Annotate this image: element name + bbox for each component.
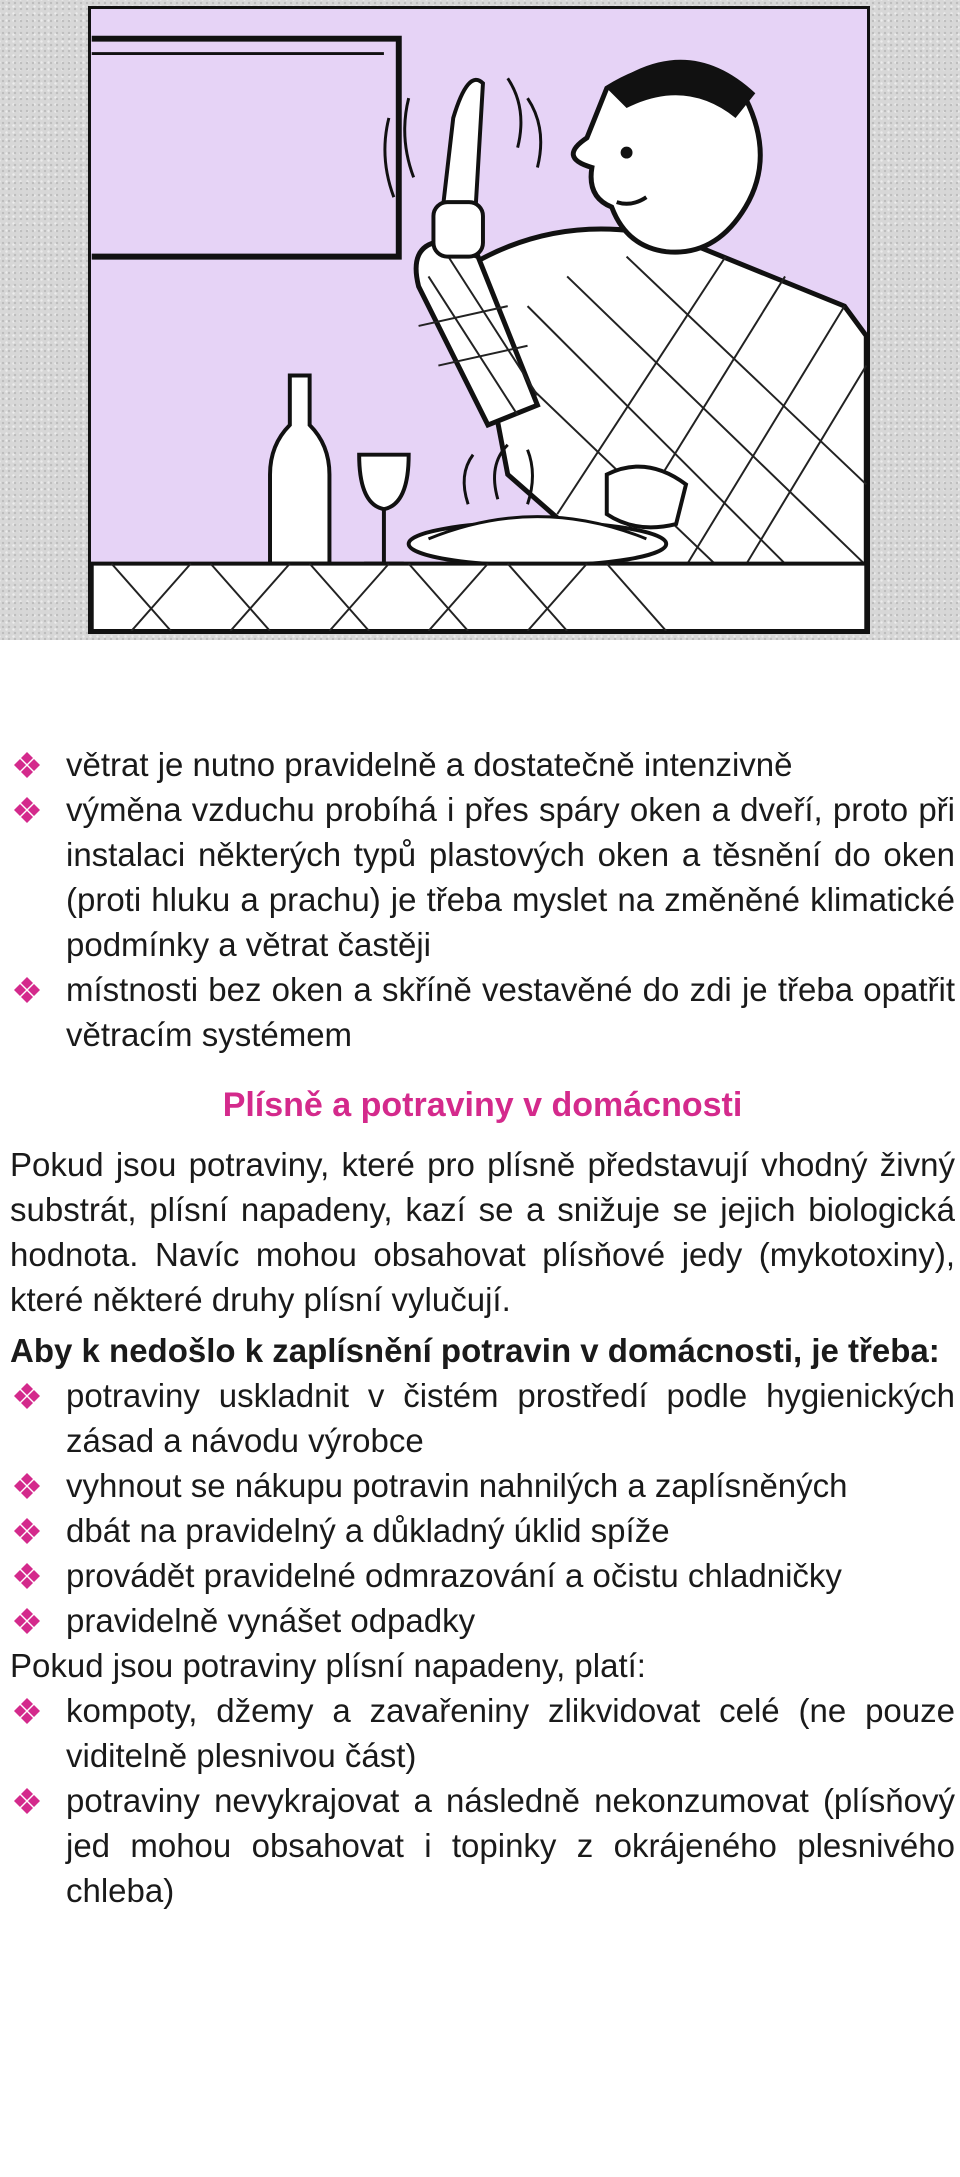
list-item: potraviny uskladnit v čistém prostředí podle hygienických zásad a návodu výrobce [10,1373,955,1463]
list-item: kompoty, džemy a zavařeniny zlikvidovat celé (ne pouze viditelně plesnivou část) [10,1688,955,1778]
list-item: vyhnout se nákupu potravin nahnilých a zaplísněných [10,1463,955,1508]
diamond-four-dots-icon [12,1786,42,1816]
intro-paragraph: Pokud jsou potraviny, které pro plísně představují vhodný živný substrát, plísní napadeny, kazí se a snižuje se jejich biologická hodnota. Navíc mohou obsahovat plísňové jedy (mykotoxiny), které některé druhy plísní vylučují. [10,1146,955,1318]
diamond-four-dots-icon [12,795,42,825]
diamond-four-dots-icon [12,1561,42,1591]
prevention-list [10,1373,955,1643]
list-item: větrat je nutno pravidelně a dostatečně intenzivně [10,742,955,787]
infected-food-paragraph: Pokud jsou potraviny plísní napadeny, platí: [10,1647,646,1684]
diamond-four-dots-icon [12,1471,42,1501]
diamond-four-dots-icon [12,1696,42,1726]
diamond-four-dots-icon [12,975,42,1005]
diamond-four-dots-icon [12,1516,42,1546]
prevention-heading: Aby k nedošlo k zaplísnění potravin v domácnosti, je třeba: [10,1332,940,1369]
list-item: pravidelně vynášet odpadky [10,1598,955,1643]
diamond-four-dots-icon [12,1606,42,1636]
list-item: potraviny nevykrajovat a následně nekonzumovat (plísňový jed mohou obsahovat i topinky z okrájeného plesnivého chleba) [10,1778,955,1913]
illustration-frame [0,0,960,640]
diamond-four-dots-icon [12,1381,42,1411]
list-item: dbát na pravidelný a důkladný úklid spíže [10,1508,955,1553]
diamond-four-dots-icon [12,750,42,780]
list-item: provádět pravidelné odmrazování a očistu chladničky [10,1553,955,1598]
section-title: Plísně a potraviny v domácnosti [222,1086,743,1124]
list-item: výměna vzduchu probíhá i přes spáry oken a dveří, proto při instalaci některých typů plastových oken a těsnění do oken (proti hluku a prachu) je třeba myslet na změněné klimatické podmínky a větrat častěji [10,787,955,967]
article-content [10,742,955,1913]
ventilation-list [10,742,955,1057]
infected-food-list [10,1688,955,1913]
illustration-man-cutting-food [88,6,870,634]
list-item: místnosti bez oken a skříně vestavěné do zdi je třeba opatřit větracím systémem [10,967,955,1057]
cartoon-drawing [91,9,867,631]
